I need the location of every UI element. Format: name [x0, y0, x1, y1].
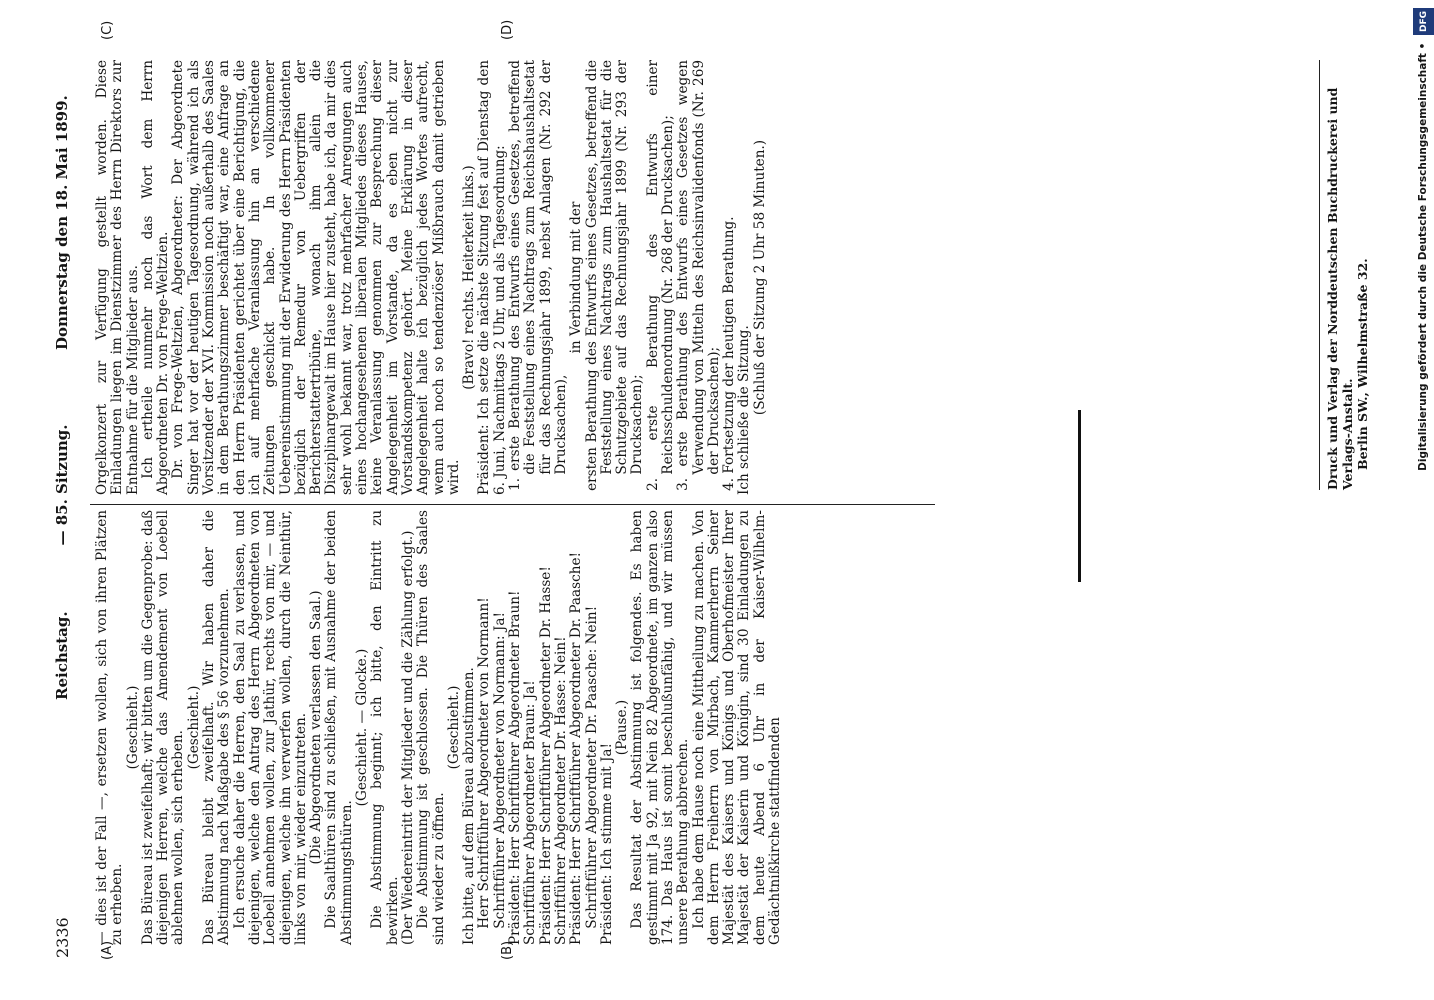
- paragraph: Ich habe dem Hause noch eine Mittheilung zu machen. Von dem Herrn Freiherrn von Mirbach, Kammerherrn Seiner Majestät des Kaisers und Königs und Oberhofmeister Ihrer Majestät der Kaiserin und Königin, sind 30 Einladungen zu dem heute Abend 6 Uhr in der Kaiser-Wilhelm-Gedächtnißkirche stattfindenden: [690, 510, 784, 945]
- margin-marker-d: (D): [500, 19, 515, 40]
- paragraph: — dies ist der Fall —, ersetzen wollen, sich von ihren Plätzen zu erheben.: [94, 510, 126, 945]
- paragraph: (Geschieht.): [124, 685, 141, 770]
- paragraph: (Geschieht.): [445, 685, 462, 770]
- column-divider: [90, 504, 935, 505]
- paragraph: in Verbindung mit der: [568, 201, 585, 354]
- imprint: [1325, 60, 1370, 490]
- paragraph: Präsident: Herr Schriftführer Abgeordneter Braun!: [507, 590, 524, 945]
- paragraph: Präsident: Herr Schriftführer Abgeordneter Dr. Hasse!: [537, 566, 554, 945]
- paragraph: 4. Fortsetzung der heutigen Berathung.: [721, 216, 738, 491]
- header-right-title: Donnerstag den 18. Mai 1899.: [53, 95, 71, 350]
- paragraph: Das Büreau ist zweifelhaft; wir bitten um die Gegenprobe: daß diejenigen Herren, welche das Amendement von Loebell ablehnen wollen, sich erheben.: [139, 510, 187, 945]
- dfg-logo: DFG: [1413, 8, 1434, 35]
- paragraph: Herr Schriftführer Abgeordneter von Normann!: [476, 597, 493, 929]
- imprint-rule: [1319, 60, 1320, 490]
- header-center-title: — 85. Sitzung.: [53, 424, 71, 546]
- paragraph: Dr. von Frege-Weltzien, Abgeordneter: Der Abgeordnete Singer hat vor der heutigen Tagesordnung, während ich als Vorsitzender der XVI. Kommission noch außerhalb des Saales in dem Berathungszimmer beschäftigt war, eine Anfrage an den Herrn Präsidenten gerichtet über eine Berichtigung, die ich auf mehrfache Veranlassung hin an verschiedene Zeitungen geschickt habe. In vollkommener Uebereinstimmung mit der Erwiderung des Herrn Präsidenten bezüglich der Remedur von Uebergriffen der Berichterstattertribüne, wonach ihm allein die Disziplinargewalt im Hause hier zusteht, habe ich, da mir dies sehr wohl bekannt war, trotz mehrfacher Anregungen auch eines hochangesehenen liberalen Mitgliedes dieses Hauses, keine Veranlassung genommen zur Besprechung dieser Angelegenheit im Vorstande, da es eben nicht zur Vorstandskompetenz gehört. Meine Erklärung in dieser Angelegenheit halte ich bezüglich jedes Wortes aufrecht, wenn auch noch so tendenziöser Mißbrauch damit getrieben wird.: [170, 60, 462, 495]
- margin-marker-c: (C): [100, 20, 115, 40]
- paragraph: Schriftführer Abgeordneter von Normann: Ja!: [491, 612, 508, 929]
- paragraph: Schriftführer Abgeordneter Dr. Hasse: Nein!: [552, 636, 569, 945]
- paragraph: Orgelkonzert zur Verfügung gestellt worden. Diese Einladungen liegen im Dienstzimmer des Herrn Direktors zur Entnahme für die Mitglieder aus.: [94, 60, 141, 495]
- header-left-title: Reichstag.: [53, 611, 71, 700]
- digitization-note: [1412, 8, 1434, 988]
- paragraph: 3. erste Berathung des Entwurfs eines Gesetzes wegen Verwendung von Mitteln des Reichsinvalidenfonds (Nr. 269 der Drucksachen);: [675, 60, 722, 491]
- imprint-line-2: Berlin SW., Wilhelmstraße 32.: [1355, 258, 1370, 470]
- paragraph: Die Abstimmung ist geschlossen. Die Thüren des Saales sind wieder zu öffnen.: [415, 510, 447, 945]
- left-column: [95, 510, 783, 945]
- paragraph: 2. erste Berathung des Entwurfs einer Reichsschuldenordnung (Nr. 268 der Drucksachen);: [644, 60, 676, 491]
- imprint-line-1: Druck und Verlag der Norddeutschen Buchdruckerei und Verlags-Anstalt.: [1325, 87, 1355, 490]
- paragraph: Das Büreau bleibt zweifelhaft. Wir haben daher die Abstimmung nach Maßgabe des § 56 vorzunehmen.: [201, 510, 233, 945]
- paragraph: ersten Berathung des Entwurfs eines Gesetzes, betreffend die Feststellung eines Nachtrags zum Haushaltsetat für die Schutzgebiete auf das Rechnungsjahr 1899 (Nr. 293 der Drucksachen);: [583, 60, 646, 491]
- paragraph: (Die Abgeordneten verlassen den Saal.): [308, 590, 325, 865]
- paragraph: (Bravo! rechts. Heiterkeit links.): [461, 165, 478, 390]
- paragraph: Ich ertheile nunmehr noch das Wort dem Herrn Abgeordneten Dr. von Frege-Weltzien.: [139, 60, 172, 495]
- paragraph: (Geschieht.): [185, 685, 202, 770]
- paragraph: Ich ersuche daher die Herren, den Saal zu verlassen, und diejenigen, welche den Antrag des Herrn Abgeordneten von Loebell annehmen wollen, zur Jathür, rechts von mir, — und diejenigen, welche ihn verwerfen wollen, durch die Neinthür, links von mir, wieder einzutreten.: [231, 510, 309, 945]
- margin-marker-b: (B): [500, 940, 515, 960]
- paragraph: (Schluß der Sitzung 2 Uhr 58 Minuten.): [751, 139, 768, 416]
- paragraph: Ich schließe die Sitzung.: [736, 325, 753, 495]
- page-header: [45, 0, 85, 1000]
- paragraph: 1. erste Berathung des Entwurfs eines Gesetzes, betreffend die Feststellung eines Nachtrags zum Reichshaushaltsetat für das Rechnungsjahr 1899, nebst Anlagen (Nr. 292 der Drucksachen),: [507, 60, 569, 491]
- paragraph: Präsident: Ich setze die nächste Sitzung fest auf Dienstag den 6. Juni, Nachmittags 2 Uhr, und als Tagesordnung:: [476, 60, 508, 495]
- paragraph: (Geschieht. — Glocke.): [354, 648, 371, 807]
- digitization-text: Digitalisierung gefördert durch die Deutsche Forschungsgemeinschaft •: [1417, 42, 1429, 471]
- paragraph: Die Saalthüren sind zu schließen, mit Ausnahme der beiden Abstimmungsthüren.: [323, 510, 355, 945]
- paragraph: Ich bitte, auf dem Büreau abzustimmen.: [461, 667, 478, 945]
- paragraph: Präsident: Herr Schriftführer Abgeordneter Dr. Paasche!: [568, 552, 585, 945]
- paragraph: (Pause.): [614, 699, 631, 756]
- margin-marker-a: (A): [100, 940, 115, 960]
- paragraph: Das Resultat der Abstimmung ist folgendes. Es haben gestimmt mit Ja 92, mit Nein 82 Abgeordnete, im ganzen also 174. Das Haus ist somit beschlußunfähig, und wir müssen unsere Berathung abbrechen.: [629, 510, 692, 945]
- page-number: 2336: [53, 917, 72, 958]
- right-column: [95, 60, 768, 495]
- paragraph: Schriftführer Abgeordneter Dr. Paasche: Nein!: [583, 605, 600, 929]
- paragraph: (Der Wiedereintritt der Mitglieder und die Zählung erfolgt.): [399, 530, 416, 945]
- paragraph: Die Abstimmung beginnt; ich bitte, den Eintritt zu bewirken.: [369, 510, 401, 945]
- paragraph: Präsident: Ich stimme mit Ja!: [598, 743, 615, 945]
- scan-artifact-line: [1078, 410, 1081, 582]
- paragraph: Schriftführer Abgeordneter Braun: Ja!: [522, 680, 539, 945]
